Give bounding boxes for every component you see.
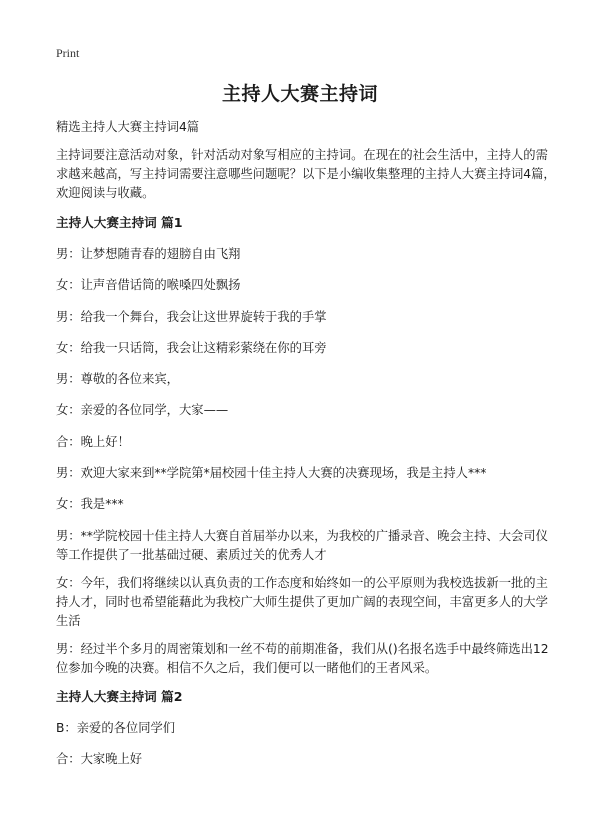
document-subtitle: 精选主持人大赛主持词4篇 — [56, 120, 200, 134]
document-title: 主持人大赛主持词 — [221, 83, 378, 105]
dialogue-line: 女：今年，我们将继续以认真负责的工作态度和始终如一的公平原则为我校选拔新一批的主持人才，同时也希望能藉此为我校广大师生提供了更加广阔的表现空间，丰富更多人的大学生活 — [56, 575, 548, 628]
dialogue-line: 合：晚上好！ — [56, 434, 130, 449]
dialogue-line: 女：让声音借话筒的喉嗓四处飘扬 — [56, 278, 241, 293]
dialogue-line: 男：尊敬的各位来宾， — [56, 372, 179, 387]
dialogue-line: 男：让梦想随青春的翅膀自由飞翔 — [56, 247, 241, 261]
section-heading: 主持人大赛主持词 篇2 — [56, 688, 183, 704]
dialogue-line: 女：亲爱的各位同学，大家—— — [56, 403, 229, 418]
document-body — [56, 118, 556, 781]
dialogue-line: 合：大家晚上好 — [56, 751, 143, 766]
dialogue-line: 女：我是*** — [56, 497, 124, 512]
dialogue-line: 男：**学院校园十佳主持人大赛自首届举办以来，为我校的广播录音、晚会主持、大会司仪等工作提供了一批基础过硬、素质过关的优秀人才 — [56, 528, 548, 562]
dialogue-line: 男：欢迎大家来到**学院第*届校园十佳主持人大赛的决赛现场，我是主持人*** — [56, 466, 487, 481]
dialogue-line: 男：经过半个多月的周密策划和一丝不苟的前期准备，我们从()名报名选手中最终筛选出12位参加今晚的决赛。相信不久之后，我们便可以一睹他们的王者风采。 — [56, 641, 549, 675]
print-label: Print — [56, 46, 80, 60]
dialogue-line: 女：给我一只话筒，我会让这精彩萦绕在你的耳旁 — [56, 340, 327, 355]
intro-paragraph: 主持词要注意活动对象，针对活动对象写相应的主持词。在现在的社会生活中，主持人的需求越来越高，写主持词需要注意哪些问题呢？以下是小编收集整理的主持人大赛主持词4篇，欢迎阅读与收藏。 — [56, 148, 556, 200]
dialogue-line: 男：给我一个舞台，我会让这世界旋转于我的手掌 — [56, 309, 327, 324]
section-heading: 主持人大赛主持词 篇1 — [56, 215, 183, 230]
dialogue-line: B：亲爱的各位同学们 — [56, 720, 176, 735]
